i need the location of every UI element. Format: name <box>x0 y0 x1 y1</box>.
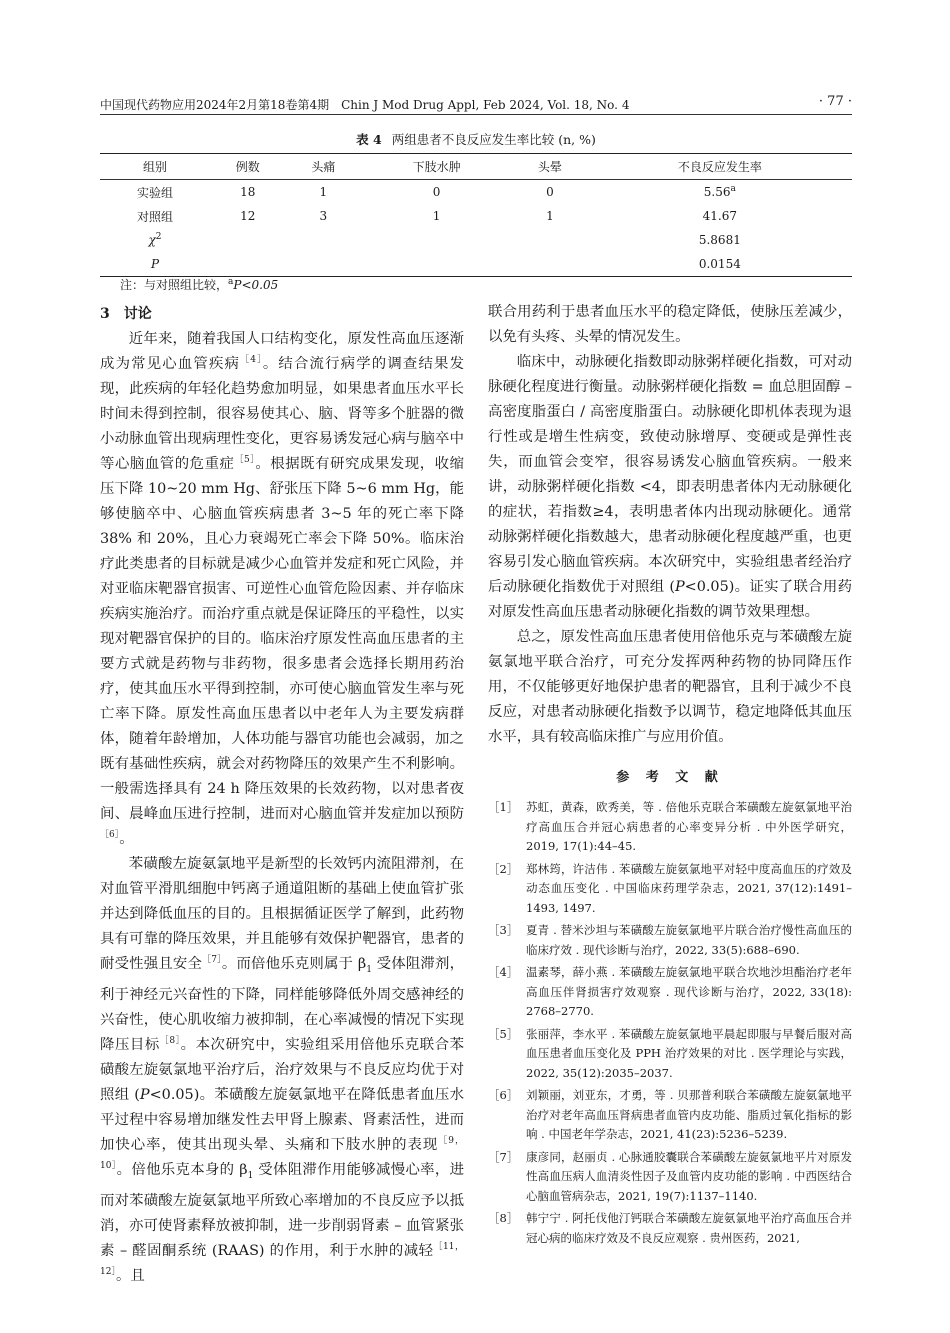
paragraph: 近年来，随着我国人口结构变化，原发性高血压逐渐成为常见心血管疾病$^{[4]}$。结合流行病学的调查结果发现，此疾病的年轻化趋势愈加明显，如果患者血压水平长时间未得到控制，很容易使其心、脑、肾等多个脏器的微小动脉血管出现病理性变化，更容易诱发冠心病与脑卒中等心脑血管的危重症$^{[5]}$。根据既有研究成果发现，收缩压下降 10~20 mm Hg、舒张压下降 5~6 mm Hg，能够使脑卒中、心脑血管疾病患者 3~5 年的死亡率下降 38% 和 20%，且心力衰竭死亡率会下降 50%。临床治疗此类患者的目标就是减少心血管并发症和死亡风险，并对亚临床靶器官损害、可逆性心血管危险因素、并存临床疾病实施治疗。而治疗重点就是保证降压的平稳性，以实现对靶器官保护的目的。临床治疗原发性高血压患者的主要方式就是药物与非药物，很多患者会选择长期用药治疗，使其血压水平得到控制，亦可使心脑血管发生率与死亡率下降。原发性高血压患者以中老年人为主要发病群体，随着年龄增加，人体功能与器官功能也会减弱，加之既有基础性疾病，就会对药物降压的效果产生不利影响。一般需选择具有 24 h 降压效果的长效药物，以对患者夜间、晨峰血压进行控制，进而对心脑血管并发症加以预防$^{[6]}$。 <box>100 331 464 847</box>
table-header-row <box>100 154 852 180</box>
cell-rate: 0.0154 <box>588 252 852 277</box>
reference-item: ［3］ 夏青 . 替米沙坦与苯磺酸左旋氨氯地平片联合治疗慢性高血压的临床疗效 . 现代诊断与治疗，2022, 33(5):688–690. <box>488 923 852 957</box>
cell-count: 12 <box>240 209 256 223</box>
table-note: 注：与对照组比较，$^a$P<0.05 <box>120 277 279 292</box>
cell-group: 实验组 <box>136 185 173 200</box>
col-header-rate: 不良反应发生率 <box>588 154 852 180</box>
col-header-dizziness: 头晕 <box>512 154 588 180</box>
cell-group: P <box>100 252 210 277</box>
cell-dizziness: 0 <box>546 185 554 199</box>
running-header <box>100 92 852 116</box>
section-title: 3 讨论 <box>100 306 152 322</box>
paragraph: 临床中，动脉硬化指数即动脉粥样硬化指数，可对动脉硬化程度进行衡量。动脉粥样硬化指数 = 血总胆固醇 – 高密度脂蛋白 / 高密度脂蛋白。动脉硬化即机体表现为退行性或是增生性病变，致使动脉增厚、变硬或是弹性丧失，而血管会变窄，很容易诱发心脑血管疾病。一般来讲，动脉粥样硬化指数 <4，即表明患者体内无动脉硬化的症状，若指数≥4，表明患者体内出现动脉硬化。通常动脉粥样硬化指数越大，患者动脉硬化程度越严重，也更容易引发心脑血管疾病。本次研究中，实验组患者经治疗后动脉硬化指数优于对照组 (P<0.05)。证实了联合用药对原发性高血压患者动脉硬化指数的调节效果理想。 <box>488 354 852 620</box>
table-row <box>100 252 852 277</box>
page-number: · 77 · <box>818 94 852 109</box>
cell-dizziness: 1 <box>546 209 554 223</box>
col-header-edema: 下肢水肿 <box>361 154 512 180</box>
cell-rate: 41.67 <box>702 209 738 223</box>
table-row <box>100 228 852 252</box>
cell-group: 对照组 <box>136 209 173 224</box>
cell-count: 18 <box>240 185 256 199</box>
header-rule <box>100 114 852 115</box>
reference-item: ［2］ 郑林筠，许洁伟 . 苯磺酸左旋氨氯地平对轻中度高血压的疗效及动态血压变化 . 中国临床药理学杂志，2021, 37(12):1491–1493, 1497. <box>488 861 852 915</box>
reference-item: ［8］ 韩宁宁 . 阿托伐他汀钙联合苯磺酸左旋氨氯地平治疗高血压合并冠心病的临床疗效及不良反应观察 . 贵州医药，2021, <box>488 1211 852 1245</box>
adverse-reaction-table <box>100 153 852 277</box>
left-column <box>100 300 464 1289</box>
cell-rate: 5.8681 <box>698 233 741 247</box>
reference-item: ［5］ 张丽萍，李水平 . 苯磺酸左旋氨氯地平晨起即服与早餐后服对高血压患者血压变化及 PPH 治疗效果的对比 . 医学理论与实践，2022, 35(12):2035–2037. <box>488 1026 852 1080</box>
reference-item: ［1］ 苏虹，黄森，欧秀美，等 . 倍他乐克联合苯磺酸左旋氨氯地平治疗高血压合并冠心病患者的心率变异分析 . 中外医学研究，2019, 17(1):44–45. <box>488 800 852 853</box>
paragraph: 苯磺酸左旋氨氯地平是新型的长效钙内流阻滞剂，在对血管平滑肌细胞中钙离子通道阻断的基础上使血管扩张并达到降低血压的目的。且根据循证医学了解到，此药物具有可靠的降压效果，并且能够有效保护靶器官，患者的耐受性强且安全$^{[7]}$。而倍他乐克则属于 $\beta_1$ 受体阻滞剂，利于神经元兴奋性的下降，同样能够降低外周交感神经的兴奋性，使心肌收缩力被抑制，在心率减慢的情况下实现降压目标$^{[8]}$。本次研究中，实验组采用倍他乐克联合苯磺酸左旋氨氯地平治疗后，治疗效果与不良反应均优于对照组 (P<0.05)。苯磺酸左旋氨氯地平在降低患者血压水平过程中容易增加继发性去甲肾上腺素、肾素活性，进而加快心率，使其出现头晕、头痛和下肢水肿的表现$^{[9,10]}$。倍他乐克本身的 $\beta_1$ 受体阻滞作用能够减慢心率，进而对苯磺酸左旋氨氯地平所致心率增加的不良反应予以抵消，亦可使肾素释放被抑制，进一步削弱肾素 – 血管紧张素 – 醛固酮系统 (RAAS) 的作用，利于水肿的减轻$^{[11,12]}$。且 <box>100 856 465 1284</box>
table-title: 两组患者不良反应发生率比较 (n, %) <box>391 132 596 147</box>
col-header-count: 例数 <box>210 154 286 180</box>
references-heading: 参 考 文 献 <box>616 770 724 785</box>
cell-group: $\chi^2$ <box>148 232 162 247</box>
reference-item: ［4］ 温素琴，薛小燕 . 苯磺酸左旋氨氯地平联合坎地沙坦酯治疗老年高血压伴肾损害疗效观察 . 现代诊断与治疗，2022, 33(18): 2768–2770. <box>488 965 852 1018</box>
table-row <box>100 180 852 205</box>
right-column <box>488 300 852 1251</box>
cell-headache: 3 <box>319 209 328 223</box>
paragraph: 联合用药利于患者血压水平的稳定降低，使脉压差减少，以免有头疼、头晕的情况发生。 <box>488 304 852 345</box>
reference-item: ［6］ 刘颖丽，刘亚东，才勇，等 . 贝那普利联合苯磺酸左旋氨氯地平治疗对老年高血压肾病患者血管内皮功能、脂质过氧化指标的影响 . 中国老年学杂志，2021, 41(23):5236–5239. <box>488 1088 852 1141</box>
reference-item: ［7］ 康彦同，赵丽贞 . 心脉通胶囊联合苯磺酸左旋氨氯地平片对原发性高血压病人血清炎性因子及血管内皮功能的影响 . 中西医结合心脑血管病杂志，2021, 19(7):1137–1140. <box>488 1149 852 1203</box>
reference-list <box>488 798 852 1248</box>
cell-rate: 5.56$^a$ <box>703 184 736 199</box>
table-caption <box>100 130 852 148</box>
journal-citation: 中国现代药物应用2024年2月第18卷第4期 Chin J Mod Drug Appl, Feb 2024, Vol. 18, No. 4 <box>100 98 630 112</box>
paragraph: 总之，原发性高血压患者使用倍他乐克与苯磺酸左旋氨氯地平联合治疗，可充分发挥两种药物的协同降压作用，不仅能够更好地保护患者的靶器官，且利于减少不良反应，对患者动脉硬化指数予以调节，稳定地降低其血压水平，具有较高临床推广与应用价值。 <box>488 629 852 745</box>
cell-headache: 1 <box>319 185 328 199</box>
table-label: 表 4 <box>356 132 382 147</box>
table-row <box>100 204 852 228</box>
col-header-headache: 头痛 <box>286 154 362 180</box>
cell-edema: 0 <box>432 185 441 199</box>
significance-mark: a <box>730 184 736 194</box>
col-header-group: 组别 <box>100 154 210 180</box>
cell-edema: 1 <box>432 209 441 223</box>
